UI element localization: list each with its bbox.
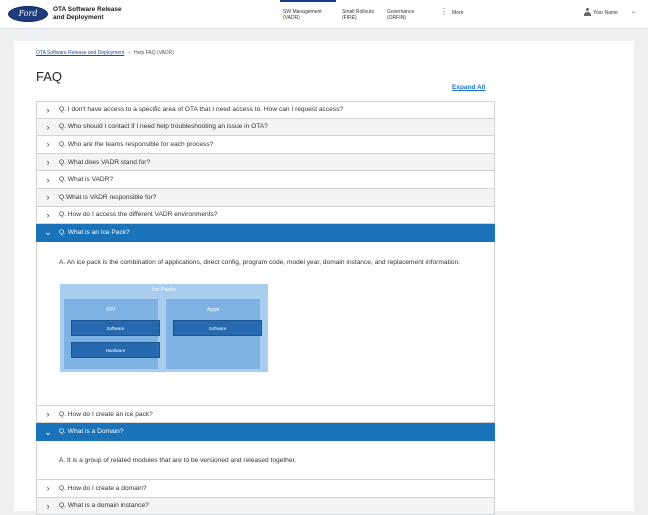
more-dots-icon[interactable]: ⋮ <box>440 7 448 16</box>
breadcrumb <box>36 50 174 56</box>
diagram-column-title: Apps <box>206 307 220 313</box>
more-menu-label[interactable]: More <box>452 10 464 16</box>
diagram-column-title: DIV <box>106 307 116 313</box>
faq-question[interactable]: › Q.What is VADR responsible for? <box>36 189 495 207</box>
chevron-right-icon: › <box>46 104 50 115</box>
chevron-right-icon: › <box>46 157 50 168</box>
app-title-line2: and Deployment <box>53 14 104 21</box>
logo-text: Ford <box>18 9 38 18</box>
faq-question[interactable]: › Q. Who should I contact if I need help troubleshooting an issue in OTA? <box>36 119 495 137</box>
faq-question[interactable]: › Q. How do I create an ice pack? <box>36 406 495 424</box>
answer-text: A. An ice pack is the combination of applications, direct config, program code, model year, domain instance, and replacement information. <box>59 258 460 266</box>
nav-item-small-rollouts[interactable]: Small Rollouts (FIRE) <box>342 9 374 21</box>
chevron-right-icon: › <box>46 483 50 494</box>
answer-text: A. It is a group of related modules that are to be versioned and released together. <box>59 456 297 464</box>
diagram-column-apps <box>166 299 260 369</box>
page-title: FAQ <box>36 69 63 84</box>
faq-answer-domain <box>36 441 495 480</box>
user-icon[interactable] <box>584 8 591 16</box>
faq-question-expanded[interactable]: ⌄ Q. What is an Ice Pack? <box>36 224 495 242</box>
faq-question-expanded[interactable]: ⌄ Q. What is a Domain? <box>36 423 495 441</box>
faq-question[interactable]: › Q. Who are the teams responsible for each process? <box>36 136 495 154</box>
expand-all-link[interactable]: Expand All <box>452 84 486 91</box>
top-navigation-bar <box>0 0 648 29</box>
faq-question[interactable]: › Q. What is VADR? <box>36 171 495 189</box>
faq-question[interactable]: › Q. What does VADR stand for? <box>36 154 495 172</box>
chevron-right-icon: › <box>46 139 50 150</box>
diagram-box-software: Software <box>173 320 262 336</box>
app-title-line1: OTA Software Release <box>53 6 122 13</box>
chevron-right-icon: › <box>46 209 50 220</box>
chevron-right-icon: › <box>46 174 50 185</box>
nav-item-sw-management[interactable]: SW Management (VADR) <box>283 9 322 21</box>
chevron-right-icon: › <box>46 192 50 203</box>
chevron-right-icon: › <box>46 409 50 420</box>
nav-item-governance[interactable]: Governance (ORFIN) <box>387 9 415 21</box>
chevron-down-icon: ⌄ <box>44 426 52 437</box>
diagram-box-software: Software <box>71 320 160 336</box>
chevron-down-icon[interactable]: ⌄ <box>631 9 637 15</box>
faq-question[interactable]: › Q. I don't have access to a specific area of OTA that I need access to. How can I request access? <box>36 101 495 119</box>
chevron-right-icon: › <box>46 121 50 132</box>
diagram-title: Ice Packs <box>152 287 176 293</box>
diagram-column-div <box>64 299 158 369</box>
breadcrumb-current: Help FAQ (VADR) <box>133 50 174 56</box>
diagram-box-hardware: Hardware <box>71 342 160 358</box>
app-title[interactable] <box>53 6 122 22</box>
ice-pack-diagram <box>60 284 268 372</box>
chevron-right-icon: › <box>46 500 50 511</box>
active-nav-indicator <box>280 0 336 2</box>
breadcrumb-separator-icon: › <box>128 50 130 56</box>
faq-question[interactable]: › Q. How do I create a domain? <box>36 480 495 498</box>
user-name[interactable]: Your Name <box>593 10 618 16</box>
ford-logo[interactable] <box>8 6 48 22</box>
chevron-down-icon: ⌄ <box>44 227 52 238</box>
faq-question[interactable]: › Q. How do I access the different VADR environments? <box>36 207 495 225</box>
faq-question[interactable]: › Q. What is a domain instance? <box>36 498 495 515</box>
breadcrumb-link-home[interactable]: OTA Software Release and Deployment <box>36 50 125 56</box>
